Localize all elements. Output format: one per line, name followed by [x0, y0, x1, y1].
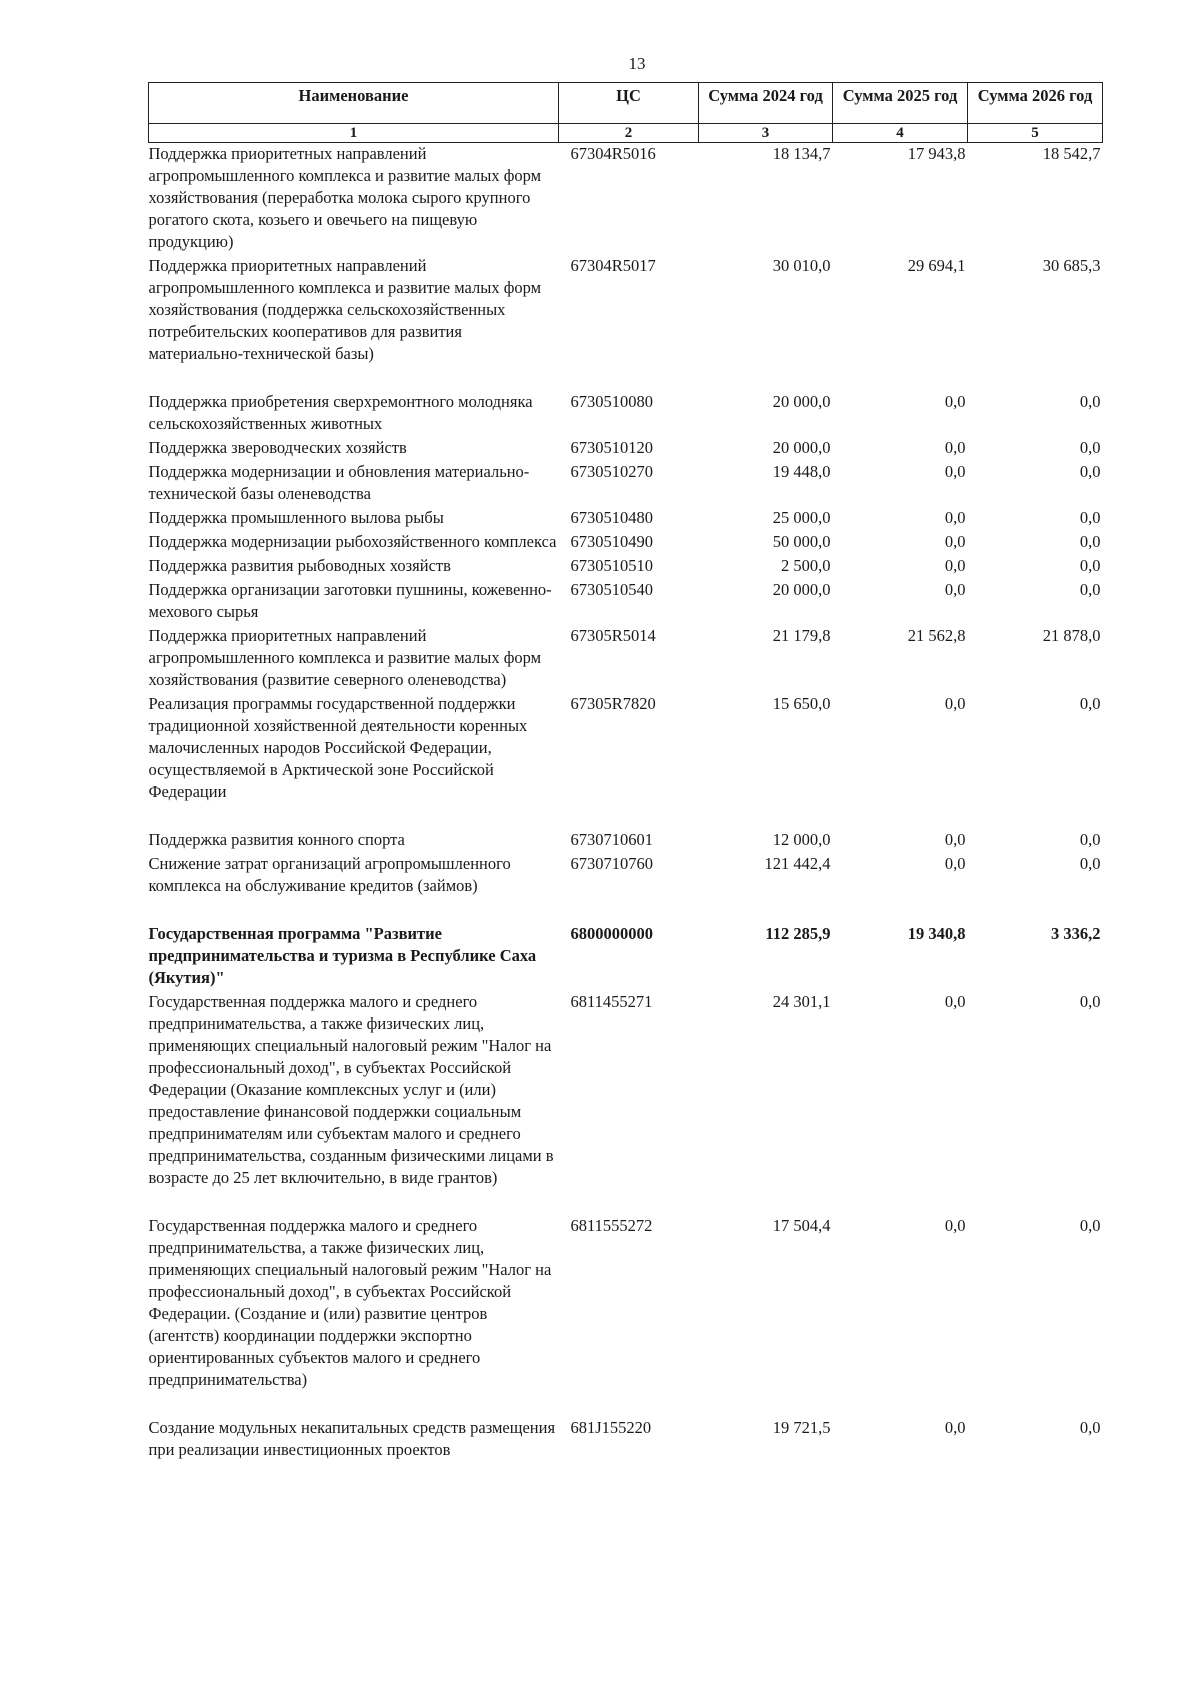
- row-2025: 29 694,1: [907, 256, 966, 275]
- row-name: Поддержка звероводческих хозяйств: [148, 438, 407, 457]
- row-code: 6800000000: [570, 924, 653, 943]
- row-2026: 0,0: [1079, 694, 1101, 713]
- column-number-row: [149, 124, 1103, 143]
- header-name: Наименование: [149, 83, 559, 124]
- header-code: ЦС: [559, 83, 699, 124]
- row-2024: 15 650,0: [772, 694, 831, 713]
- row-2024: 20 000,0: [772, 392, 831, 411]
- row-code: 6730710601: [570, 830, 653, 849]
- row-2025: 0,0: [944, 1418, 966, 1437]
- table-row: [149, 555, 1103, 579]
- row-2024: 2 500,0: [781, 556, 831, 575]
- row-2026: 0,0: [1079, 992, 1101, 1011]
- row-2024: 12 000,0: [772, 830, 831, 849]
- table-row: [149, 1215, 1103, 1417]
- row-code: 6730510080: [570, 392, 653, 411]
- row-2025: 17 943,8: [907, 144, 966, 163]
- row-name: Государственная поддержка малого и среднего предпринимательства, а также физических лиц, применяющих специальный налоговый режим "Налог на профессиональный доход", в субъектах Российской Федерации. (Создание и (или) развитие центров (агентств) координации поддержки экспортно ориентированных субъектов малого и среднего предпринимательства): [148, 1216, 552, 1389]
- row-2024: 30 010,0: [772, 256, 831, 275]
- program-total-row: [149, 923, 1103, 991]
- row-code: 67305R7820: [570, 694, 656, 713]
- table-row: [149, 143, 1103, 256]
- row-2025: 0,0: [944, 694, 966, 713]
- table-row: [149, 991, 1103, 1215]
- row-2024: 19 448,0: [772, 462, 831, 481]
- row-2024: 19 721,5: [772, 1418, 831, 1437]
- row-2025: 0,0: [944, 580, 966, 599]
- row-2025: 19 340,8: [907, 924, 966, 943]
- row-2024: 121 442,4: [764, 854, 831, 873]
- table-row: [149, 255, 1103, 391]
- table-row: [149, 853, 1103, 923]
- table-row: [149, 391, 1103, 437]
- header-2026: Сумма 2026 год: [968, 83, 1103, 124]
- row-name: Поддержка развития конного спорта: [148, 830, 405, 849]
- row-code: 681J155220: [570, 1418, 652, 1437]
- row-name: Поддержка модернизации рыбохозяйственного комплекса: [148, 532, 557, 551]
- row-2026: 21 878,0: [1042, 626, 1101, 645]
- table-row: [149, 531, 1103, 555]
- row-code: 6730510540: [570, 580, 653, 599]
- row-2025: 0,0: [944, 392, 966, 411]
- row-2024: 18 134,7: [772, 144, 831, 163]
- row-name: Государственная программа "Развитие предпринимательства и туризма в Республике Саха (Якутия)": [148, 924, 537, 987]
- column-number: 3: [699, 124, 833, 143]
- row-2025: 0,0: [944, 854, 966, 873]
- row-2025: 0,0: [944, 438, 966, 457]
- row-2025: 0,0: [944, 830, 966, 849]
- header-2025: Сумма 2025 год: [833, 83, 968, 124]
- row-name: Поддержка приобретения сверхремонтного молодняка сельскохозяйственных животных: [148, 392, 533, 433]
- row-2025: 0,0: [944, 992, 966, 1011]
- row-2024: 50 000,0: [772, 532, 831, 551]
- row-name: Государственная поддержка малого и среднего предпринимательства, а также физических лиц, применяющих специальный налоговый режим "Налог на профессиональный доход", в субъектах Российской Федерации (Оказание комплексных услуг и (или) предоставление финансовой поддержки социальным предпринимателям или субъектам малого и среднего предпринимательства, созданным физическими лицами в возрасте до 25 лет включительно, в виде грантов): [148, 992, 554, 1187]
- row-2024: 20 000,0: [772, 580, 831, 599]
- row-name: Создание модульных некапитальных средств размещения при реализации инвестиционных проектов: [148, 1418, 556, 1459]
- row-code: 67304R5017: [570, 256, 656, 275]
- row-name: Поддержка приоритетных направлений агропромышленного комплекса и развитие малых форм хозяйствования (переработка молока сырого крупного рогатого скота, козьего и овечьего на пищевую продукцию): [148, 144, 542, 251]
- table-row: [149, 693, 1103, 829]
- row-code: 6730510120: [570, 438, 653, 457]
- table-row: [149, 461, 1103, 507]
- row-2024: 24 301,1: [772, 992, 831, 1011]
- row-name: Поддержка модернизации и обновления материально-технической базы оленеводства: [148, 462, 530, 503]
- row-2026: 0,0: [1079, 556, 1101, 575]
- table-row: [149, 1417, 1103, 1463]
- row-name: Поддержка промышленного вылова рыбы: [148, 508, 444, 527]
- row-name: Поддержка приоритетных направлений агропромышленного комплекса и развитие малых форм хозяйствования (развитие северного оленеводства): [148, 626, 542, 689]
- row-2026: 0,0: [1079, 1418, 1101, 1437]
- row-2026: 0,0: [1079, 854, 1101, 873]
- row-code: 6730510480: [570, 508, 653, 527]
- row-2025: 0,0: [944, 1216, 966, 1235]
- row-2026: 0,0: [1079, 462, 1101, 481]
- header-2024: Сумма 2024 год: [699, 83, 833, 124]
- row-name: Реализация программы государственной поддержки традиционной хозяйственной деятельности коренных малочисленных народов Российской Федерации, осуществляемой в Арктической зоне Российской Федерации: [148, 694, 528, 801]
- row-2026: 0,0: [1079, 508, 1101, 527]
- page-number: 13: [628, 54, 646, 73]
- row-code: 6730510490: [570, 532, 653, 551]
- row-2025: 0,0: [944, 532, 966, 551]
- table-row: [149, 829, 1103, 853]
- row-2025: 0,0: [944, 462, 966, 481]
- row-2024: 21 179,8: [772, 626, 831, 645]
- table-row: [149, 507, 1103, 531]
- row-name: Поддержка организации заготовки пушнины, кожевенно-мехового сырья: [148, 580, 552, 621]
- row-code: 67304R5016: [570, 144, 656, 163]
- row-2026: 30 685,3: [1042, 256, 1101, 275]
- row-2026: 0,0: [1079, 392, 1101, 411]
- row-code: 6811455271: [570, 992, 653, 1011]
- column-number: 4: [833, 124, 968, 143]
- row-code: 6730710760: [570, 854, 653, 873]
- column-number: 2: [559, 124, 699, 143]
- row-2026: 0,0: [1079, 830, 1101, 849]
- row-name: Поддержка приоритетных направлений агропромышленного комплекса и развитие малых форм хозяйствования (поддержка сельскохозяйственных потребительских кооперативов для развития материально-технической базы): [148, 256, 542, 363]
- row-2024: 20 000,0: [772, 438, 831, 457]
- table-row: [149, 625, 1103, 693]
- row-code: 6811555272: [570, 1216, 653, 1235]
- table-header-row: [149, 83, 1103, 124]
- column-number: 1: [149, 124, 559, 143]
- row-code: 6730510510: [570, 556, 653, 575]
- row-2026: 0,0: [1079, 532, 1101, 551]
- table-row: [149, 437, 1103, 461]
- row-2026: 0,0: [1079, 580, 1101, 599]
- row-2026: 18 542,7: [1042, 144, 1101, 163]
- row-2024: 17 504,4: [772, 1216, 831, 1235]
- row-2024: 112 285,9: [765, 924, 831, 943]
- budget-table: [148, 82, 1103, 1463]
- row-name: Поддержка развития рыбоводных хозяйств: [148, 556, 451, 575]
- row-2025: 21 562,8: [907, 626, 966, 645]
- row-2026: 0,0: [1079, 1216, 1101, 1235]
- row-2024: 25 000,0: [772, 508, 831, 527]
- row-code: 67305R5014: [570, 626, 656, 645]
- row-2025: 0,0: [944, 556, 966, 575]
- row-2026: 0,0: [1079, 438, 1101, 457]
- row-name: Снижение затрат организаций агропромышленного комплекса на обслуживание кредитов (займов): [148, 854, 511, 895]
- column-number: 5: [968, 124, 1103, 143]
- row-2026: 3 336,2: [1051, 924, 1101, 943]
- row-code: 6730510270: [570, 462, 653, 481]
- row-2025: 0,0: [944, 508, 966, 527]
- table-row: [149, 579, 1103, 625]
